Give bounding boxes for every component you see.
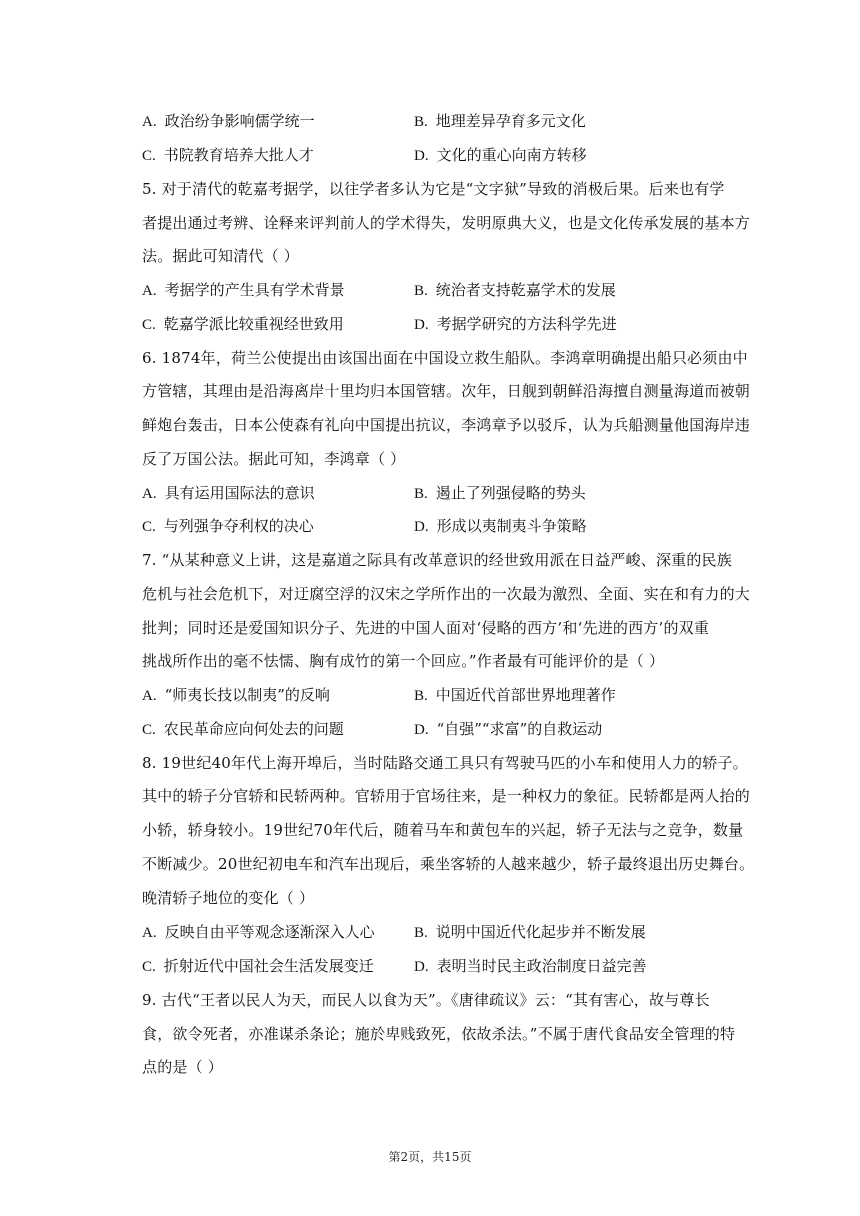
q7-option-d [414,719,602,740]
option-label: A. [142,283,157,299]
option-text: 表明当时民主政治制度日益完善 [436,957,647,975]
option-label: B. [414,486,428,502]
option-label: D. [414,959,429,975]
q6-option-c [142,516,314,537]
q9-line-2: 食，欲令死者，亦准谋杀条论；施於卑贱致死，依故杀法。”不属于唐代食品安全管理的特 [142,1025,736,1043]
option-text: 折射近代中国社会生活发展变迁 [163,957,374,975]
option-label: C. [142,317,156,333]
q7-line-4: 挑战所作出的毫不怯懦、胸有成竹的第一个回应。”作者最有可能评价的是（ ） [142,652,665,670]
option-text: 与列强争夺利权的决心 [163,517,314,535]
q6-option-b [414,483,586,504]
q7-line-2: 危机与社会危机下，对迂腐空浮的汉宋之学所作出的一次最为激烈、全面、实在和有力的大 [142,585,751,603]
q8-option-a [142,922,375,943]
option-label: D. [414,317,429,333]
page-number-footer: 第2页，共15页 [388,1150,472,1164]
q8-line-5: 晚清轿子地位的变化（ ） [142,889,315,907]
option-text: 书院教育培养大批人才 [163,146,314,164]
option-text: 中国近代首部世界地理著作 [435,686,616,704]
option-label: C. [142,959,156,975]
q7-line-3: 批判；同时还是爱国知识分子、先进的中国人面对‘侵略的西方’和‘先进的西方’的双重 [142,619,710,637]
option-text: 具有运用国际法的意识 [164,484,315,502]
q6-option-a [142,483,315,504]
option-text: “自强”“求富”的自救运动 [436,720,603,738]
option-label: D. [414,722,429,738]
q7-option-c [142,719,344,740]
q5-line-2: 者提出通过考辨、诠释来评判前人的学术得失，发明原典大义，也是文化传承发展的基本方 [142,214,751,232]
q5-option-d [414,314,617,335]
q6-line-4: 反了万国公法。据此可知，李鸿章（ ） [142,450,406,468]
q5-option-a [142,280,345,301]
option-label: C. [142,722,156,738]
q8-line-2: 其中的轿子分官轿和民轿两种。官轿用于官场往来，是一种权力的象征。民轿都是两人抬的 [142,787,751,805]
q4-option-d [414,145,587,166]
q4-option-c [142,145,314,166]
option-text: 反映自由平等观念逐渐深入人心 [164,923,375,941]
q8-option-c [142,956,374,977]
option-text: 考据学研究的方法科学先进 [436,315,617,333]
q8-line-4: 不断减少。20世纪初电车和汽车出现后，乘坐客轿的人越来越少，轿子最终退出历史舞台。 [142,855,755,873]
option-label: B. [414,925,428,941]
option-label: C. [142,148,156,164]
q5-line-1: 5. 对于清代的乾嘉考据学，以往学者多认为它是“文字狱”导致的消极后果。后来也有学 [142,180,725,198]
q6-option-d [414,516,587,537]
option-label: A. [142,486,157,502]
q5-option-b [414,280,616,301]
q6-line-3: 鲜炮台轰击，日本公使森有礼向中国提出抗议，李鸿章予以驳斥，认为兵船测量他国海岸违 [142,416,751,434]
option-label: C. [142,519,156,535]
option-text: 政治纷争影响儒学统一 [164,112,315,130]
q5-line-3: 法。据此可知清代（ ） [142,247,299,265]
option-label: B. [414,114,428,130]
option-text: 文化的重心向南方转移 [436,146,587,164]
q9-line-1: 9. 古代“王者以民人为天，而民人以食为天”。《唐律疏议》云：“其有害心，故与尊长 [142,991,710,1009]
option-text: 说明中国近代化起步并不断发展 [435,923,646,941]
q7-option-a [142,685,330,706]
option-text: 地理差异孕育多元文化 [435,112,586,130]
option-label: D. [414,519,429,535]
q8-option-b [414,922,646,943]
q7-option-b [414,685,616,706]
option-text: 统治者支持乾嘉学术的发展 [435,281,616,299]
q6-line-2: 方管辖，其理由是沿海离岸十里均归本国管辖。次年，日舰到朝鲜沿海擅自测量海道而被朝 [142,382,751,400]
q8-line-3: 小轿，轿身较小。19世纪70年代后，随着马车和黄包车的兴起，轿子无法与之竞争，数量 [142,821,744,839]
option-text: 形成以夷制夷斗争策略 [436,517,587,535]
q4-option-a [142,111,315,132]
q9-line-3: 点的是（ ） [142,1058,223,1076]
q8-line-1: 8. 19世纪40年代上海开埠后，当时陆路交通工具只有驾驶马匹的小车和使用人力的轿子。 [142,754,748,772]
option-label: A. [142,688,157,704]
option-label: B. [414,688,428,704]
option-label: A. [142,925,157,941]
option-text: 考据学的产生具有学术背景 [164,281,345,299]
option-label: B. [414,283,428,299]
option-text: 遏止了列强侵略的势头 [435,484,586,502]
q4-option-b [414,111,586,132]
option-text: “师夷长技以制夷”的反响 [164,686,330,704]
option-label: D. [414,148,429,164]
option-text: 乾嘉学派比较重视经世致用 [163,315,344,333]
q5-option-c [142,314,344,335]
q8-option-d [414,956,647,977]
q6-line-1: 6. 1874年，荷兰公使提出由该国出面在中国设立救生船队。李鸿章明确提出船只必须由中 [142,349,748,367]
q7-line-1: 7. “从某种意义上讲，这是嘉道之际具有改革意识的经世致用派在日益严峻、深重的民族 [142,551,732,569]
option-text: 农民革命应向何处去的问题 [163,720,344,738]
option-label: A. [142,114,157,130]
